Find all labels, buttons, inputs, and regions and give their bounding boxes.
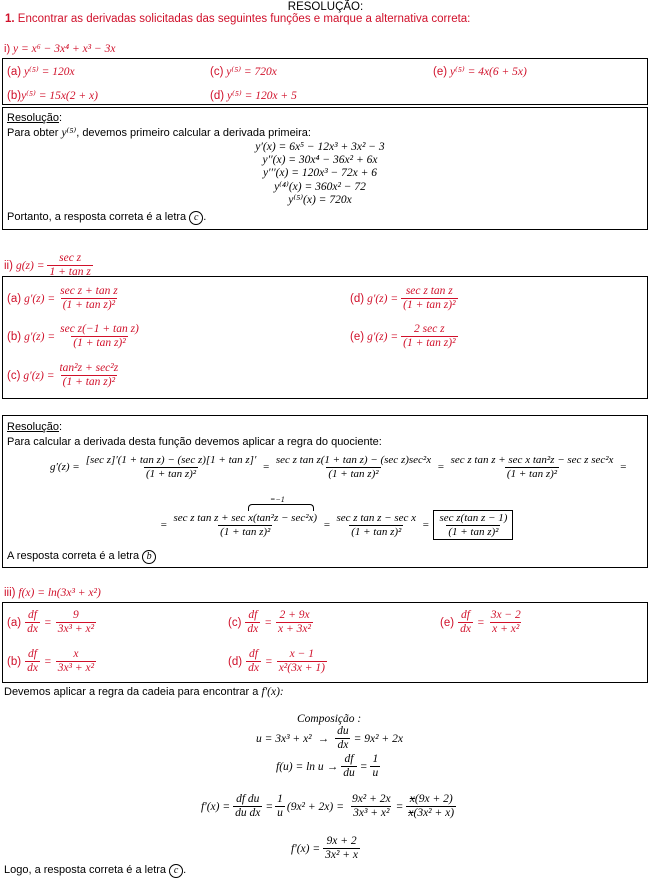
p2-option-a[interactable]: (a) g′(z) = sec z + tan z (1 + tan z)² — [7, 285, 118, 312]
p2-resolution-intro: Para calcular a derivada desta função devemos aplicar a regra do quociente: — [7, 436, 382, 448]
p3-composition-u: u = 3x³ + x² → $\frac{du}{dx}$ = 9x² + 2x — [256, 725, 403, 752]
p1-resolution-title: Resolução: — [7, 112, 63, 124]
p1-option-d[interactable]: (d) y⁽⁵⁾ = 120x + 5 — [210, 90, 297, 102]
p2-option-e[interactable]: (e) g′(z) = 2 sec z (1 + tan z)² — [350, 323, 456, 350]
part1-expression: y = x⁶ − 3x⁴ + x³ − 3x — [12, 43, 116, 55]
p3-conclusion: Logo, a resposta correta é a letra c . — [4, 864, 187, 876]
p1-conclusion: Portanto, a resposta correta é a letra c . — [7, 211, 207, 223]
p1-step-5: y⁽⁵⁾(x) = 720x — [288, 193, 352, 206]
p3-intro: Devemos aplicar a regra da cadeia para encontrar a f′(x): — [4, 686, 284, 698]
p1-answer-circle: c — [189, 211, 203, 225]
p2-resolution-title: Resolução: — [7, 421, 63, 433]
p1-step-2: y′′(x) = 30x⁴ − 36x² + 6x — [262, 154, 378, 167]
p1-option-c[interactable]: (c) y⁽⁵⁾ = 720x — [210, 66, 277, 78]
p1-resolution-intro: Para obter y⁽⁵⁾, devemos primeiro calcular a derivada primeira: — [7, 127, 311, 139]
part3-function: iii) f(x) = ln(3x³ + x²) — [4, 587, 101, 599]
p3-option-c[interactable]: (c) $\frac{df}{dx}$ = $\frac{2 + 9x}{\text{x + 3x²}}$ — [228, 609, 311, 636]
p2-brace-label: =−1 — [270, 495, 285, 504]
page-title: RESOLUÇÃO: — [287, 1, 364, 13]
p2-option-c[interactable]: (c) g′(z) = tan²z + sec²z (1 + tan z)² — [7, 362, 119, 389]
p1-option-a[interactable]: (a) y⁽⁵⁾ = 120x — [7, 66, 75, 78]
p1-option-e[interactable]: (e) y⁽⁵⁾ = 4x(6 + 5x) — [433, 66, 527, 78]
part2-function: ii) g(z) = sec z 1 + tan z — [4, 252, 91, 279]
p1-step-1: y′(x) = 6x⁵ − 12x³ + 3x² − 3 — [255, 141, 385, 153]
p3-final-result: f′(x) = $\frac{9x + 2}{\text{3x² + x}}$ — [291, 835, 359, 862]
p3-option-e[interactable]: (e) $\frac{df}{dx}$ = $\frac{3x - 2}{\text{x + x²}}$ — [440, 609, 521, 636]
p2-equation-line2: = sec z tan z + sec x(tan²z − sec²x) (1 + tan z)² = sec z tan z − sec x (1 + tan z)² = sec z(tan z − 1) (1 + tan z)² — [160, 510, 513, 540]
p1-option-b[interactable]: (b)y⁽⁵⁾ = 15x(2 + x) — [7, 90, 98, 102]
part1-options-box — [2, 58, 648, 105]
p3-option-d[interactable]: (d) $\frac{df}{dx}$ = $\frac{x - 1}{\text{x²(3x + 1)}}$ — [228, 648, 326, 675]
p2-equation-line1: g′(z) = [sec z]′(1 + tan z) − (sec z)[1 + tan z]′ (1 + tan z)² = sec z tan z(1 + tan z) − (sec z)sec²x (1 + tan z)² = sec z tan z + sec x tan²z − sec z sec²x (1 + tan z)² = — [50, 454, 627, 480]
part1-function — [4, 43, 116, 55]
p3-option-b[interactable]: (b) $\frac{df}{dx}$ = $\frac{x}{\text{3x³ + x²}}$ — [7, 648, 95, 675]
p1-step-3: y′′′(x) = 120x³ − 72x + 6 — [262, 167, 378, 180]
p2-option-b[interactable]: (b) g′(z) = sec z(−1 + tan z) (1 + tan z)² — [7, 323, 139, 350]
question-text: Encontrar as derivadas solicitadas das seguintes funções e marque a alternativa correta: — [17, 13, 471, 25]
p1-steps — [240, 141, 400, 207]
p3-composition-fu: f(u) = ln u → $\frac{df}{du}$ = $\frac{1}{u}$ — [276, 753, 379, 780]
p3-composition-title: Composição : — [297, 713, 362, 725]
p3-option-a[interactable]: (a) $\frac{df}{dx}$ = $\frac{9}{\text{3x³ + x²}}$ — [7, 609, 95, 636]
question-number: 1. — [5, 13, 15, 25]
part1-label: i) — [4, 43, 11, 55]
p2-conclusion: A resposta correta é a letra b — [7, 550, 156, 564]
p1-step-4: y⁽⁴⁾(x) = 360x² − 72 — [274, 180, 366, 193]
p3-chain-rule: f′(x) = $\frac{\text{df du}}{\text{du dx}}$ = $\frac{1}{u}$ (9x² + 2x) = $\frac{\text{9x² + 2x}}{\text{3x³ + x²}}$ = $\frac{x(9x + 2)}{\text{x(3x² + x)}}$ — [201, 793, 455, 820]
p2-option-d[interactable]: (d) g′(z) = sec z tan z (1 + tan z)² — [350, 285, 456, 312]
question-statement — [5, 13, 470, 25]
p3-answer-circle: c — [169, 864, 183, 878]
p2-final-result-box: sec z(tan z − 1) (1 + tan z)² — [433, 510, 513, 540]
p2-answer-circle: b — [142, 550, 156, 564]
